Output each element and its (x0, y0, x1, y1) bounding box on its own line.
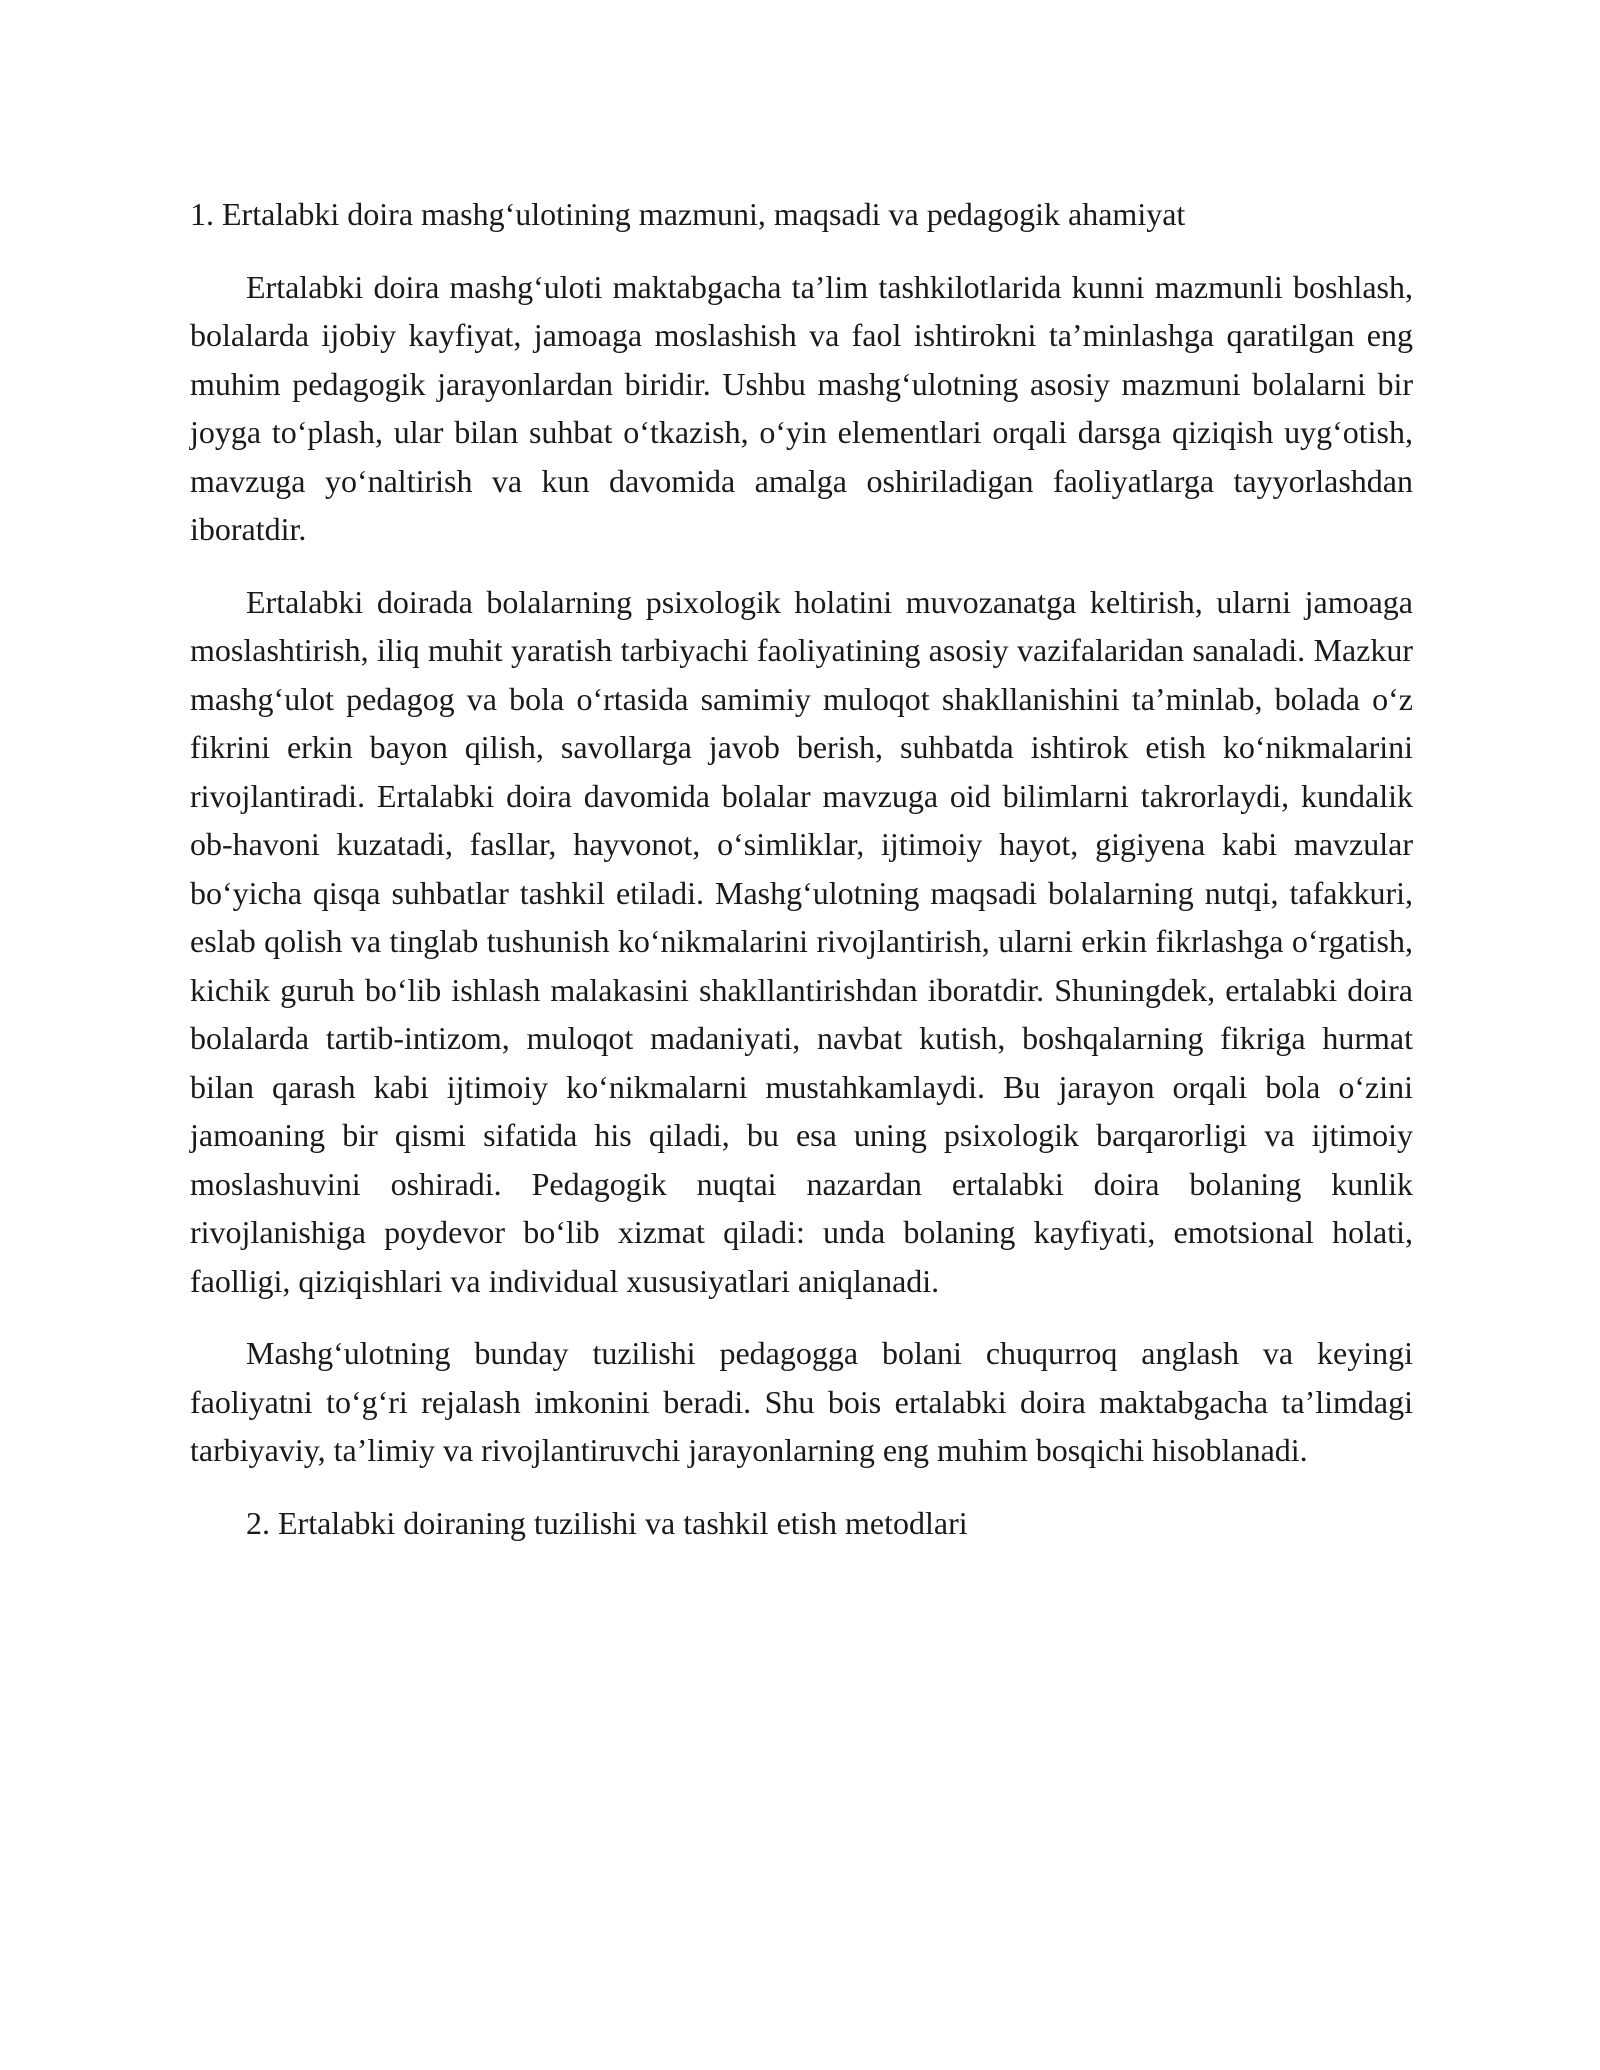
paragraph-2: Ertalabki doirada bolalarning psixologik holatini muvozanatga keltirish, ularni jamoaga moslashtirish, iliq muhit yaratish tarbiyachi faoliyatining asosiy vazifalaridan sanaladi. Mazkur mashg‘ulot pedagog va bola o‘rtasida samimiy muloqot shakllanishini ta’minlab, bolada o‘z fikrini erkin bayon qilish, savollarga javob berish, suhbatda ishtirok etish ko‘nikmalarini rivojlantiradi. Ertalabki doira davomida bolalar mavzuga oid bilimlarni takrorlaydi, kundalik ob-havoni kuzatadi, fasllar, hayvonot, o‘simliklar, ijtimoiy hayot, gigiyena kabi mavzular bo‘yicha qisqa suhbatlar tashkil etiladi. Mashg‘ulotning maqsadi bolalarning nutqi, tafakkuri, eslab qolish va tinglab tushunish ko‘nikmalarini rivojlantirish, ularni erkin fikrlashga o‘rgatish, kichik guruh bo‘lib ishlash malakasini shakllantirishdan iboratdir. Shuningdek, ertalabki doira bolalarda tartib-intizom, muloqot madaniyati, navbat kutish, boshqalarning fikriga hurmat bilan qarash kabi ijtimoiy ko‘nikmalarni mustahkamlaydi. Bu jarayon orqali bola o‘zini jamoaning bir qismi sifatida his qiladi, bu esa uning psixologik barqarorligi va ijtimoiy moslashuvini oshiradi. Pedagogik nuqtai nazardan ertalabki doira bolaning kunlik rivojlanishiga poydevor bo‘lib xizmat qiladi: unda bolaning kayfiyati, emotsional holati, faolligi, qiziqishlari va individual xususiyatlari aniqlanadi. (190, 583, 1413, 1299)
paragraph-3: Mashg‘ulotning bunday tuzilishi pedagogga bolani chuqurroq anglash va keyingi faoliyatni to‘g‘ri rejalash imkonini beradi. Shu bois ertalabki doira maktabgacha ta’limdagi tarbiyaviy, ta’limiy va rivojlantiruvchi jarayonlarning eng muhim bosqichi hisoblanadi. (190, 1335, 1413, 1468)
section-heading-2: 2. Ertalabki doiraning tuzilishi va tashkil etish metodlari (246, 1504, 968, 1541)
document-body (190, 190, 1413, 1571)
paragraph-1: Ertalabki doira mashg‘uloti maktabgacha ta’lim tashkilotlarida kunni mazmunli boshlash, bolalarda ijobiy kayfiyat, jamoaga moslashish va faol ishtirokni ta’minlashga qaratilgan eng muhim pedagogik jarayonlardan biridir. Ushbu mashg‘ulotning asosiy mazmuni bolalarni bir joyga to‘plash, ular bilan suhbat o‘tkazish, o‘yin elementlari orqali darsga qiziqish uyg‘otish, mavzuga yo‘naltirish va kun davomida amalga oshiriladigan faoliyatlarga tayyorlashdan iboratdir. (190, 268, 1413, 547)
section-heading-1: 1. Ertalabki doira mashg‘ulotining mazmuni, maqsadi va pedagogik ahamiyat (190, 196, 1186, 232)
